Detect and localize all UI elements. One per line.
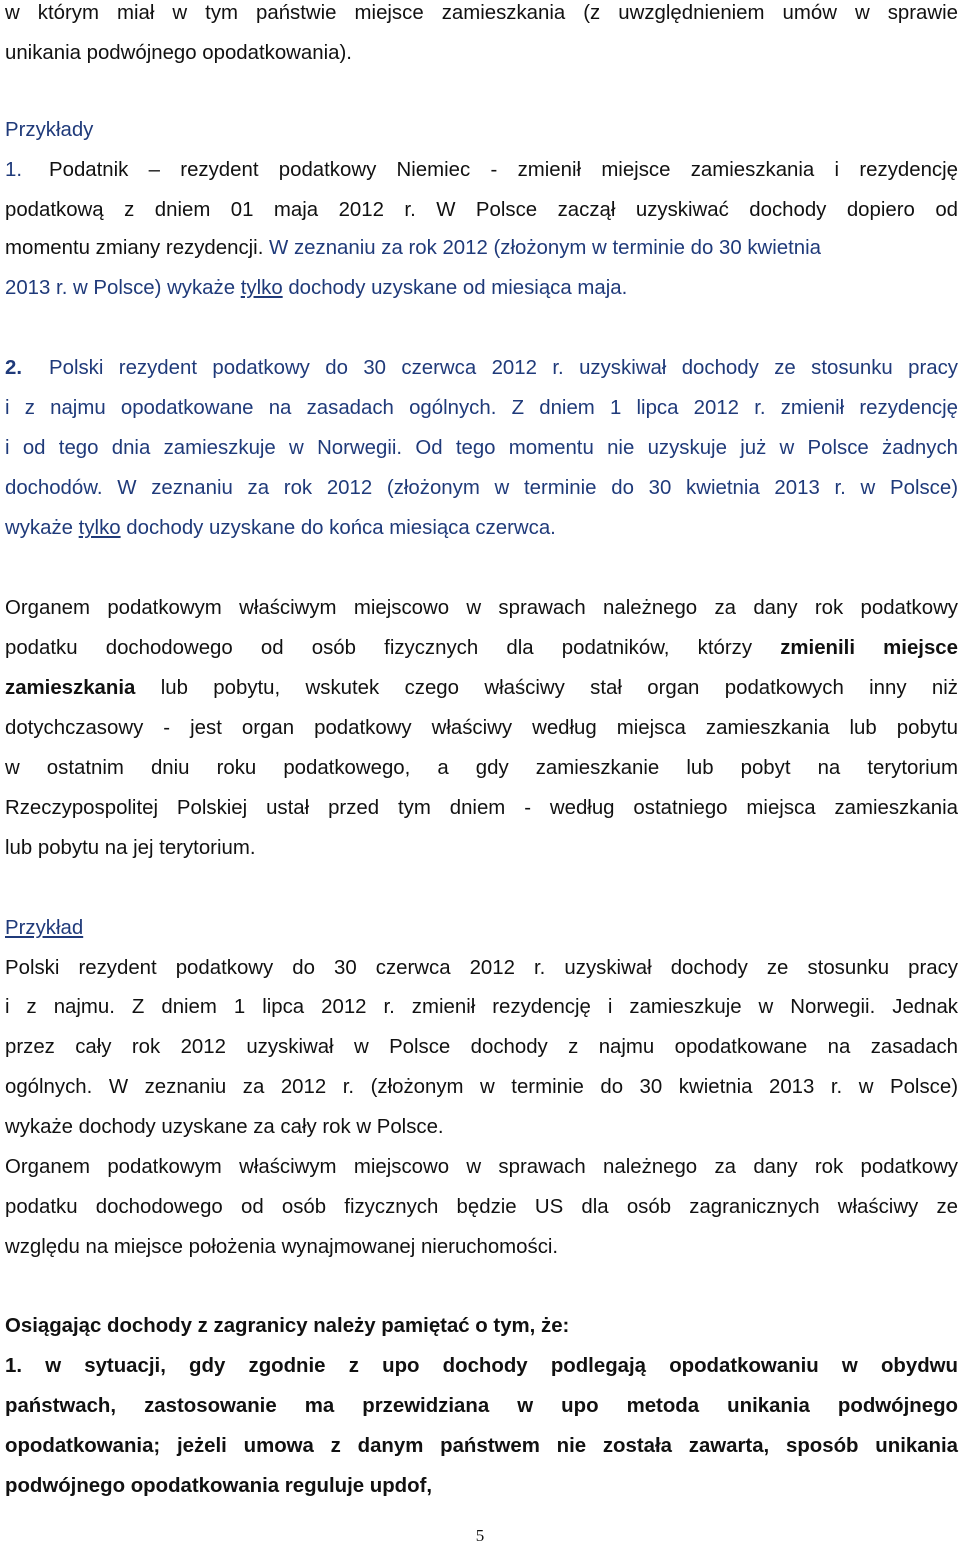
example-1-line-3-a: momentu zmiany rezydencji. xyxy=(5,237,264,259)
organ-paragraph-2-line-3: względu na miejsce położenia wynajmowanej nieruchomości. xyxy=(5,1236,559,1258)
remember-item-1-line-4: podwójnego opodatkowania reguluje updof, xyxy=(5,1475,433,1497)
remember-item-1-line-3: opodatkowania; jeżeli umowa z danym państwem nie została zawarta, sposób unikania xyxy=(5,1435,958,1457)
example-2-line-5-a: wykaże xyxy=(5,517,79,539)
intro-line-1: w którym miał w tym państwie miejsce zamieszkania (z uwzględnieniem umów w sprawie xyxy=(5,2,958,24)
example-2-text: Polski rezydent podatkowy do 30 czerwca 2012 r. uzyskiwał dochody ze stosunku pracy xyxy=(49,357,958,379)
example-3-line-1: Polski rezydent podatkowy do 30 czerwca 2012 r. uzyskiwał dochody ze stosunku pracy xyxy=(5,957,958,979)
example-1-line-4-a: 2013 r. w Polsce) wykaże xyxy=(5,277,241,299)
organ-paragraph-line-3-b: lub pobytu, wskutek czego właściwy stał organ podatkowych inny niż xyxy=(135,677,958,699)
example-heading: Przykład xyxy=(5,917,84,939)
organ-paragraph-line-7: lub pobytu na jej terytorium. xyxy=(5,837,256,859)
example-3-line-3: przez cały rok 2012 uzyskiwał w Polsce dochody z najmu opodatkowane na zasadach xyxy=(5,1036,958,1058)
organ-paragraph-line-1: Organem podatkowym właściwym miejscowo w sprawach należnego za dany rok podatkowy xyxy=(5,597,958,619)
intro-line-2: unikania podwójnego opodatkowania). xyxy=(5,42,352,64)
example-1-line-3-b: W zeznaniu za rok 2012 (złożonym w terminie do 30 kwietnia xyxy=(263,237,821,259)
organ-paragraph-line-4: dotychczasowy - jest organ podatkowy właściwy według miejsca zamieszkania lub pobytu xyxy=(5,717,958,739)
example-1-line-1 xyxy=(5,157,958,183)
example-2-line-4: dochodów. W zeznaniu za rok 2012 (złożonym w terminie do 30 kwietnia 2013 r. w Polsce) xyxy=(5,477,958,499)
organ-paragraph-line-6: Rzeczypospolitej Polskiej ustał przed tym dniem - według ostatniego miejsca zamieszkania xyxy=(5,797,958,819)
example-1-line-4 xyxy=(5,275,958,301)
examples-heading: Przykłady xyxy=(5,119,94,141)
organ-paragraph-2-line-1: Organem podatkowym właściwym miejscowo w sprawach należnego za dany rok podatkowy xyxy=(5,1156,958,1178)
page-number: 5 xyxy=(475,1526,485,1545)
example-1-number: 1. xyxy=(5,159,23,181)
example-1-underlined-tylko: tylko xyxy=(240,277,283,299)
example-2-line-3: i od tego dnia zamieszkuje w Norwegii. Od tego momentu nie uzyskuje już w Polsce żadnych xyxy=(5,437,958,459)
organ-paragraph-line-3 xyxy=(5,675,958,701)
remember-heading: Osiągając dochody z zagranicy należy pamiętać o tym, że: xyxy=(5,1315,570,1337)
example-3-line-5: wykaże dochody uzyskane za cały rok w Polsce. xyxy=(5,1116,444,1138)
example-1-line-2: podatkową z dniem 01 maja 2012 r. W Polsce zaczął uzyskiwać dochody dopiero od xyxy=(5,199,958,221)
example-2-line-2: i z najmu opodatkowane na zasadach ogólnych. Z dniem 1 lipca 2012 r. zmienił rezydencję xyxy=(5,397,958,419)
example-2-line-5 xyxy=(5,515,958,541)
example-1-line-4-b: dochody uzyskane od miesiąca maja. xyxy=(282,277,628,299)
organ-paragraph-line-5: w ostatnim dniu roku podatkowego, a gdy zamieszkanie lub pobyt na terytorium xyxy=(5,757,958,779)
organ-paragraph-bold-2: zamieszkania xyxy=(5,677,136,699)
example-2-underlined-tylko: tylko xyxy=(78,517,121,539)
organ-paragraph-line-2-a: podatku dochodowego od osób fizycznych dla podatników, którzy xyxy=(5,637,781,659)
organ-paragraph-line-2 xyxy=(5,635,958,661)
organ-paragraph-bold-1: zmienili miejsce xyxy=(780,637,958,659)
example-3-line-2: i z najmu. Z dniem 1 lipca 2012 r. zmienił rezydencję i zamieszkuje w Norwegii. Jednak xyxy=(5,996,958,1018)
organ-paragraph-2-line-2: podatku dochodowego od osób fizycznych będzie US dla osób zagranicznych właściwy ze xyxy=(5,1196,958,1218)
example-3-line-4: ogólnych. W zeznaniu za 2012 r. (złożonym w terminie do 30 kwietnia 2013 r. w Polsce) xyxy=(5,1076,958,1098)
example-1-line-3 xyxy=(5,235,958,261)
example-1-text: Podatnik – rezydent podatkowy Niemiec - zmienił miejsce zamieszkania i rezydencję xyxy=(49,159,958,181)
remember-item-1-line-2: państwach, zastosowanie ma przewidziana w upo metoda unikania podwójnego xyxy=(5,1395,958,1417)
example-2-number: 2. xyxy=(5,357,23,379)
example-2-line-1 xyxy=(5,355,958,381)
example-2-line-5-b: dochody uzyskane do końca miesiąca czerwca. xyxy=(120,517,556,539)
remember-item-1-line-1: 1. w sytuacji, gdy zgodnie z upo dochody podlegają opodatkowaniu w obydwu xyxy=(5,1355,958,1377)
